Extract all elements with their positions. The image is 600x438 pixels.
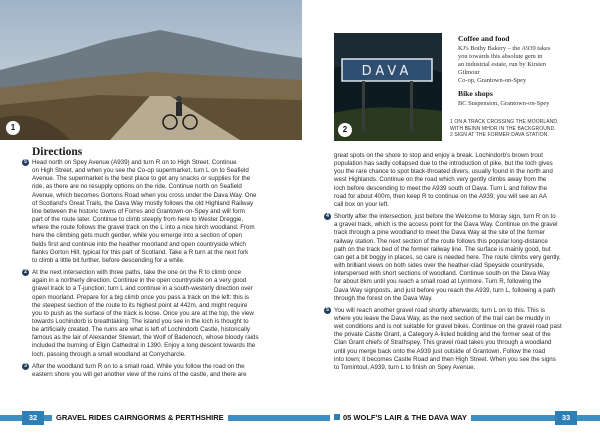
paragraph-line: At the next intersection with three paths, take the one on the R to climb once bbox=[32, 269, 242, 277]
info-sidebar bbox=[458, 34, 593, 108]
bike-shops-heading: Bike shops bbox=[458, 89, 493, 98]
photo-number-badge: 1 bbox=[6, 121, 20, 135]
paragraph-line: into town; it becomes Castle Road and then High Street. When you see the signs bbox=[334, 355, 556, 363]
paragraph-line: until you merge back onto the A939 just outside of Grantown. Follow the road bbox=[334, 347, 546, 355]
paragraph-line: great spots on the shore to stop and enjoy a break. Lochindorb's brown trout bbox=[334, 152, 543, 159]
paragraph-line: You will reach another gravel road shortly afterwards; turn L on to this. This is bbox=[334, 306, 545, 314]
coffee-line: you towards this absolute gem in bbox=[458, 53, 543, 60]
paragraph-line: loch, passing through a small woodland at Corrycharcle. bbox=[32, 350, 186, 358]
footer-left bbox=[0, 411, 300, 425]
chapter-title-text: 05 WOLF'S LAIR & THE DAVA WAY bbox=[343, 413, 467, 422]
coffee-line: Gilmour bbox=[458, 69, 480, 76]
bike-shop-line: BC Suspension, Grantown-on-Spey bbox=[458, 100, 550, 107]
left-text-column bbox=[24, 159, 298, 383]
paragraph-line: population has sadly collapsed due to the introduction of pike, but the loch gives bbox=[334, 160, 553, 168]
paragraph-line: road for about 400m, then keep R to continue on the A939; you will see an AA bbox=[334, 192, 547, 200]
paragraph-line: the private Castle Grant, a Category A-listed building and the former seat of the bbox=[334, 331, 551, 339]
paragraph-line: Head north on Spey Avenue (A939) and turn R on to High Street. Continue bbox=[32, 159, 237, 166]
paragraph-line: Avenue, which becomes Gortons Road when you cross under the Dava Way. One bbox=[32, 191, 257, 199]
paragraph-line: Clan Grant chiefs of Strathspey. This gravel road takes you through a woodland bbox=[334, 339, 552, 347]
paragraph-line: ride, as there are no resupply options on the ride. Continue north on Seafield bbox=[32, 183, 242, 191]
caption-line: 2 SIGN AT THE FORMER DAVA STATION. bbox=[450, 132, 549, 138]
step-number-badge: 2 bbox=[22, 269, 29, 276]
direction-paragraph bbox=[24, 159, 298, 265]
paragraph-line: wet conditions and is not suitable for gravel bikes. Continue on the gravel road past bbox=[334, 323, 562, 331]
direction-paragraph bbox=[24, 269, 298, 359]
directions-title: Directions bbox=[32, 146, 83, 158]
paragraph-line: railway station. The next section of the route follows this popular long-distance bbox=[334, 237, 548, 245]
paragraph-line: with brilliant views on both sides over the heather-clad Speyside countryside, bbox=[334, 262, 545, 270]
paragraph-line: towards Lochindorb is breathtaking. The island you see in the loch is thought to bbox=[32, 317, 249, 325]
paragraph-line: you the rare chance to spot black-throated divers, usually found in the north and bbox=[334, 168, 553, 176]
paragraph-line: to Tomintoul, A939, turn L to finish on Spey Avenue. bbox=[334, 363, 476, 371]
direction-paragraph bbox=[326, 306, 590, 372]
step-number-badge: 5 bbox=[324, 307, 331, 314]
paragraph-line: here the climbing gets much gentler, while you emerge into a section of open bbox=[32, 232, 243, 240]
paragraph-line: Avenue. The supermarket is the best place to get any snacks or supplies for the bbox=[32, 175, 251, 183]
coffee-line: Co-op, Grantown-on-Spey bbox=[458, 77, 527, 84]
paragraph-line: a gravel track, which is the access point for the Dava Way. Continue on the gravel bbox=[334, 221, 558, 229]
paragraph-line: famous as the lair of Alexander Stewart, the Wolf of Badenoch, whose bloody raids bbox=[32, 334, 259, 342]
paragraph-line: loch before descending to meet the A939 south of Dava. Turn L and follow the bbox=[334, 184, 548, 192]
photo-moorland-track bbox=[0, 0, 302, 140]
paragraph-line: line between the historic towns of Forres and Grantown-on-Spey and will form bbox=[32, 207, 245, 215]
paragraph-line: Shortly after the intersection, just before the Welcome to Moray sign, turn R on to bbox=[334, 213, 556, 221]
paragraph-line: path on the track bed of the former railway line. The surface is mainly good, but bbox=[334, 245, 551, 253]
book-title: GRAVEL RIDES CAIRNGORMS & PERTHSHIRE bbox=[52, 411, 228, 425]
coffee-heading: Coffee and food bbox=[458, 34, 510, 43]
page-number-right: 33 bbox=[555, 411, 577, 425]
paragraph-line: call box on your left. bbox=[334, 200, 390, 208]
step-number-badge: 5 bbox=[22, 159, 29, 166]
right-text-column bbox=[326, 152, 590, 376]
paragraph-line: interspersed with short sections of woodland. Continue south on the Dava Way bbox=[334, 270, 550, 278]
paragraph-line: through the forest on the Dava Way. bbox=[334, 294, 433, 302]
photo-caption bbox=[450, 119, 580, 139]
paragraph-line: for about 8km until you reach a small road at Lynmore. Turn R, following the bbox=[334, 278, 542, 286]
coffee-line: KJ's Bothy Bakery – the A939 takes bbox=[458, 45, 551, 52]
paragraph-line: to climb a little bit further, before descending for a while. bbox=[32, 256, 185, 264]
paragraph-line: flanks Gorton Hill, typical for this part of Scotland. Take a R turn at the next fork bbox=[32, 248, 249, 256]
direction-paragraph bbox=[24, 362, 298, 379]
paragraph-line: eastern shore you will get another view of the ruins of the castle, and there are bbox=[32, 370, 247, 378]
paragraph-line: where you leave the Dava Way, as the next section of the trail can be muddy in bbox=[334, 314, 550, 322]
paragraph-line: of Scotland's Great Trails, the Dava Way mostly follows the old Highland Railway bbox=[32, 199, 254, 207]
paragraph-line: fields first and continue into the heather moorland and open countryside which bbox=[32, 240, 246, 248]
paragraph-line: gravel track to a T-junction; turn L and continue in a south-westerly direction over bbox=[32, 285, 253, 293]
coffee-line: an industrial estate, run by Kirsten bbox=[458, 61, 547, 68]
page-number-left: 32 bbox=[22, 411, 44, 425]
paragraph-line: be artificially created. The ruins are what is left of Lochindorb Castle, historically bbox=[32, 326, 250, 334]
photo-dava-sign bbox=[334, 33, 442, 141]
paragraph-line: on High Street, and when you see the Co-op supermarket, turn L on to Seafield bbox=[32, 167, 249, 175]
caption-line: 1 ON A TRACK CROSSING THE MOORLAND, bbox=[450, 119, 559, 125]
direction-paragraph bbox=[334, 152, 590, 209]
paragraph-line: again in a northerly direction. Continue in the open countryside on a very good bbox=[32, 277, 247, 285]
direction-paragraph bbox=[326, 213, 590, 303]
paragraph-line: you to push as the surface of the track is loose. Once you are at the top, the view bbox=[32, 309, 254, 317]
step-number-badge: 3 bbox=[22, 363, 29, 370]
paragraph-line: west Highlands. Continue on the road which very gently climbs away from the bbox=[334, 176, 547, 184]
paragraph-line: included the burning of Elgin Cathedral in 1390. Enjoy a long descent towards the bbox=[32, 342, 256, 350]
chapter-square-icon bbox=[334, 414, 340, 420]
paragraph-line: open moorland. Prepare for a big climb once you pass a track on the left: this is bbox=[32, 293, 250, 301]
chapter-title bbox=[330, 411, 471, 425]
moorland-illustration bbox=[0, 0, 302, 140]
step-number-badge: 4 bbox=[324, 213, 331, 220]
paragraph-line: track through a pine woodland to meet the Dava Way at the site of the former bbox=[334, 229, 545, 237]
paragraph-line: the steepest section of the route to its highest point at 442m, and might require bbox=[32, 301, 248, 309]
photo-number-badge: 2 bbox=[338, 123, 352, 137]
footer-right bbox=[300, 411, 600, 425]
paragraph-line: Dava Way signposts, and just before you reach the A939, turn L, following a path bbox=[334, 286, 556, 294]
paragraph-line: can get a bit boggy in places, so care is needed here. The route climbs very gently, bbox=[334, 253, 561, 261]
dava-sign-text: DAVA bbox=[361, 64, 413, 79]
paragraph-line: After the woodland turn R on to a small road. While you follow the road on the bbox=[32, 362, 245, 370]
caption-line: WITH BEINN MHOR IN THE BACKGROUND. bbox=[450, 125, 556, 132]
paragraph-line: where the route follows the gravel track on the L into a nice birch woodland. From bbox=[32, 224, 255, 232]
paragraph-line: part of the route later. Continue to climb steeply from here to Wester Dreggie, bbox=[32, 216, 244, 224]
